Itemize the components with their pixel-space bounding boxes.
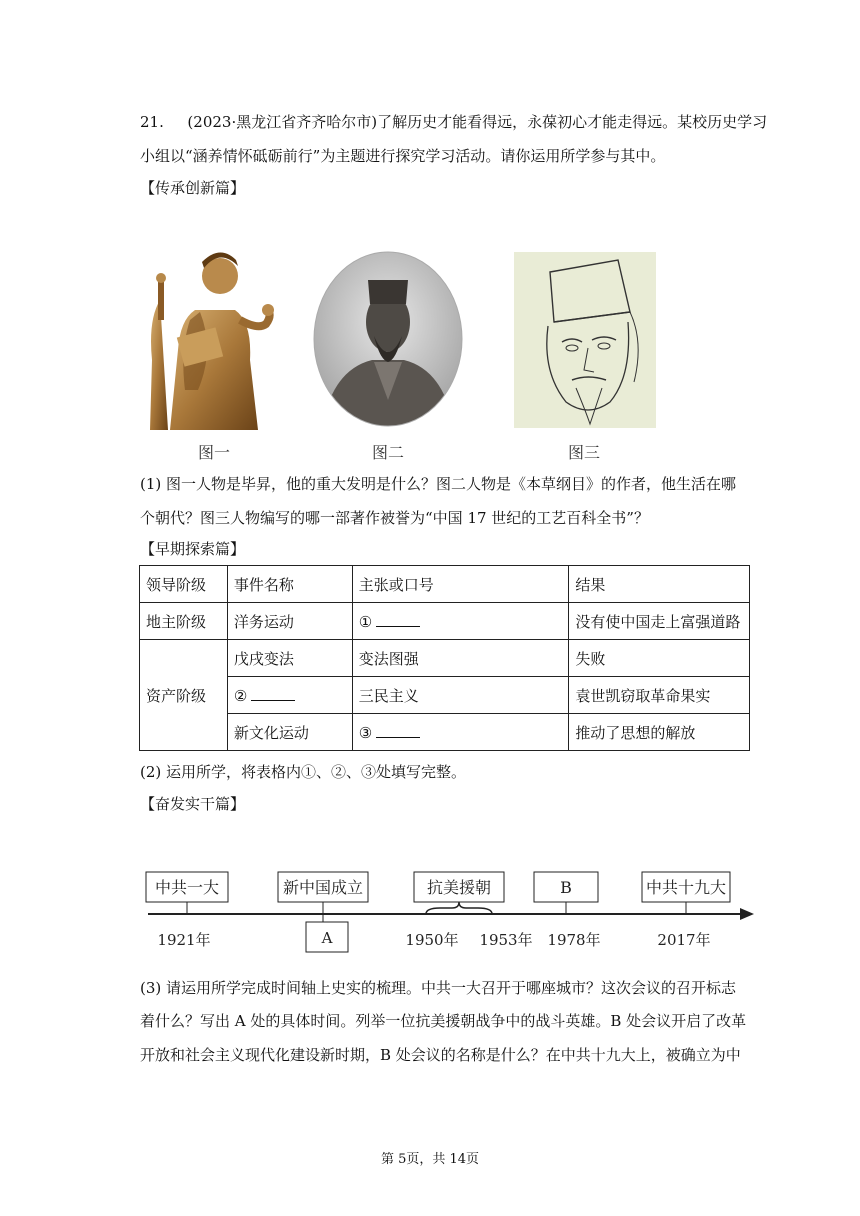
table-row xyxy=(140,714,750,751)
table-header-cell: 结果 xyxy=(569,566,750,603)
figure-1-statue xyxy=(140,240,280,432)
table-cell: 新文化运动 xyxy=(227,714,352,751)
table-cell: 变法图强 xyxy=(352,640,569,677)
table-header-row xyxy=(140,566,750,603)
event-label-a: A xyxy=(321,929,333,947)
events-table xyxy=(139,565,750,751)
year-label: 1978年 xyxy=(547,931,601,949)
event-label-1949: 新中国成立 xyxy=(282,878,364,897)
q3-line-3: 开放和社会主义现代化建设新时期，B 处会议的名称是什么？在中共十九大上，被确立为中 xyxy=(140,1046,741,1064)
question-line-1 xyxy=(140,112,767,132)
q1-line-1: (1) 图一人物是毕昇，他的重大发明是什么？图二人物是《本草纲目》的作者，他生活在哪 xyxy=(140,475,737,493)
table-cell xyxy=(227,677,352,714)
blank-line xyxy=(251,686,295,701)
table-cell: 资产阶级 xyxy=(140,640,228,751)
figure-3-portrait xyxy=(514,252,656,428)
question-line-2: 小组以“涵养情怀砥砺前行”为主题进行探究学习活动。请你运用所学参与其中。 xyxy=(140,147,666,165)
table-cell: 没有使中国走上富强道路 xyxy=(569,603,750,640)
section-title-strive: 【奋发实干篇】 xyxy=(140,795,246,813)
timeline-brace xyxy=(426,902,492,914)
table-cell: 洋务运动 xyxy=(227,603,352,640)
table-cell: 戊戌变法 xyxy=(227,640,352,677)
event-label-korea: 抗美援朝 xyxy=(426,878,492,897)
q2-text: (2) 运用所学，将表格内①、②、③处填写完整。 xyxy=(140,763,467,781)
timeline-arrow xyxy=(740,908,754,920)
table-header-cell: 主张或口号 xyxy=(352,566,569,603)
section-title-inherit: 【传承创新篇】 xyxy=(140,179,246,197)
event-label-b: B xyxy=(560,878,572,897)
blank-line xyxy=(376,612,420,627)
blank-marker-3: ③ xyxy=(358,723,373,742)
event-label-2017: 中共十九大 xyxy=(645,878,727,897)
q3-line-2: 着什么？写出 A 处的具体时间。列举一位抗美援朝战争中的战斗英雄。B 处会议开启了改革 xyxy=(140,1012,747,1030)
table-cell: 推动了思想的解放 xyxy=(569,714,750,751)
table-cell: 袁世凯窃取革命果实 xyxy=(569,677,750,714)
year-label: 1921年 xyxy=(157,931,211,949)
table-cell xyxy=(352,603,569,640)
year-label: 1950年 xyxy=(405,931,459,949)
table-row xyxy=(140,677,750,714)
figure-3-caption: 图三 xyxy=(567,443,600,462)
timeline xyxy=(140,862,760,962)
q1-line-2: 个朝代？图三人物编写的哪一部著作被誉为“中国 17 世纪的工艺百科全书”？ xyxy=(140,509,649,527)
section-title-explore: 【早期探索篇】 xyxy=(140,540,246,558)
year-label: 2017年 xyxy=(657,931,711,949)
table-cell: 地主阶级 xyxy=(140,603,228,640)
q3-line-1: (3) 请运用所学完成时间轴上史实的梳理。中共一大召开于哪座城市？这次会议的召开标志 xyxy=(140,979,737,997)
question-source: (2023·黑龙江省齐齐哈尔市) xyxy=(187,113,378,131)
table-row xyxy=(140,640,750,677)
table-cell: 失败 xyxy=(569,640,750,677)
table-header-cell: 领导阶级 xyxy=(140,566,228,603)
table-cell xyxy=(352,714,569,751)
blank-line xyxy=(376,723,420,738)
page-footer: 第 5页，共 14页 xyxy=(380,1152,480,1167)
year-label: 1953年 xyxy=(479,931,533,949)
blank-marker-1: ① xyxy=(358,612,373,631)
table-cell: 三民主义 xyxy=(352,677,569,714)
table-row xyxy=(140,603,750,640)
event-label-1921: 中共一大 xyxy=(154,878,220,897)
table-header-cell: 事件名称 xyxy=(227,566,352,603)
question-number: 21. xyxy=(140,113,164,131)
figure-2-caption: 图二 xyxy=(371,443,404,462)
figure-1-caption: 图一 xyxy=(197,443,230,462)
blank-marker-2: ② xyxy=(233,686,248,705)
figure-2-bust xyxy=(312,250,464,428)
question-intro: 了解历史才能看得远，永葆初心才能走得远。某校历史学习 xyxy=(377,113,768,131)
